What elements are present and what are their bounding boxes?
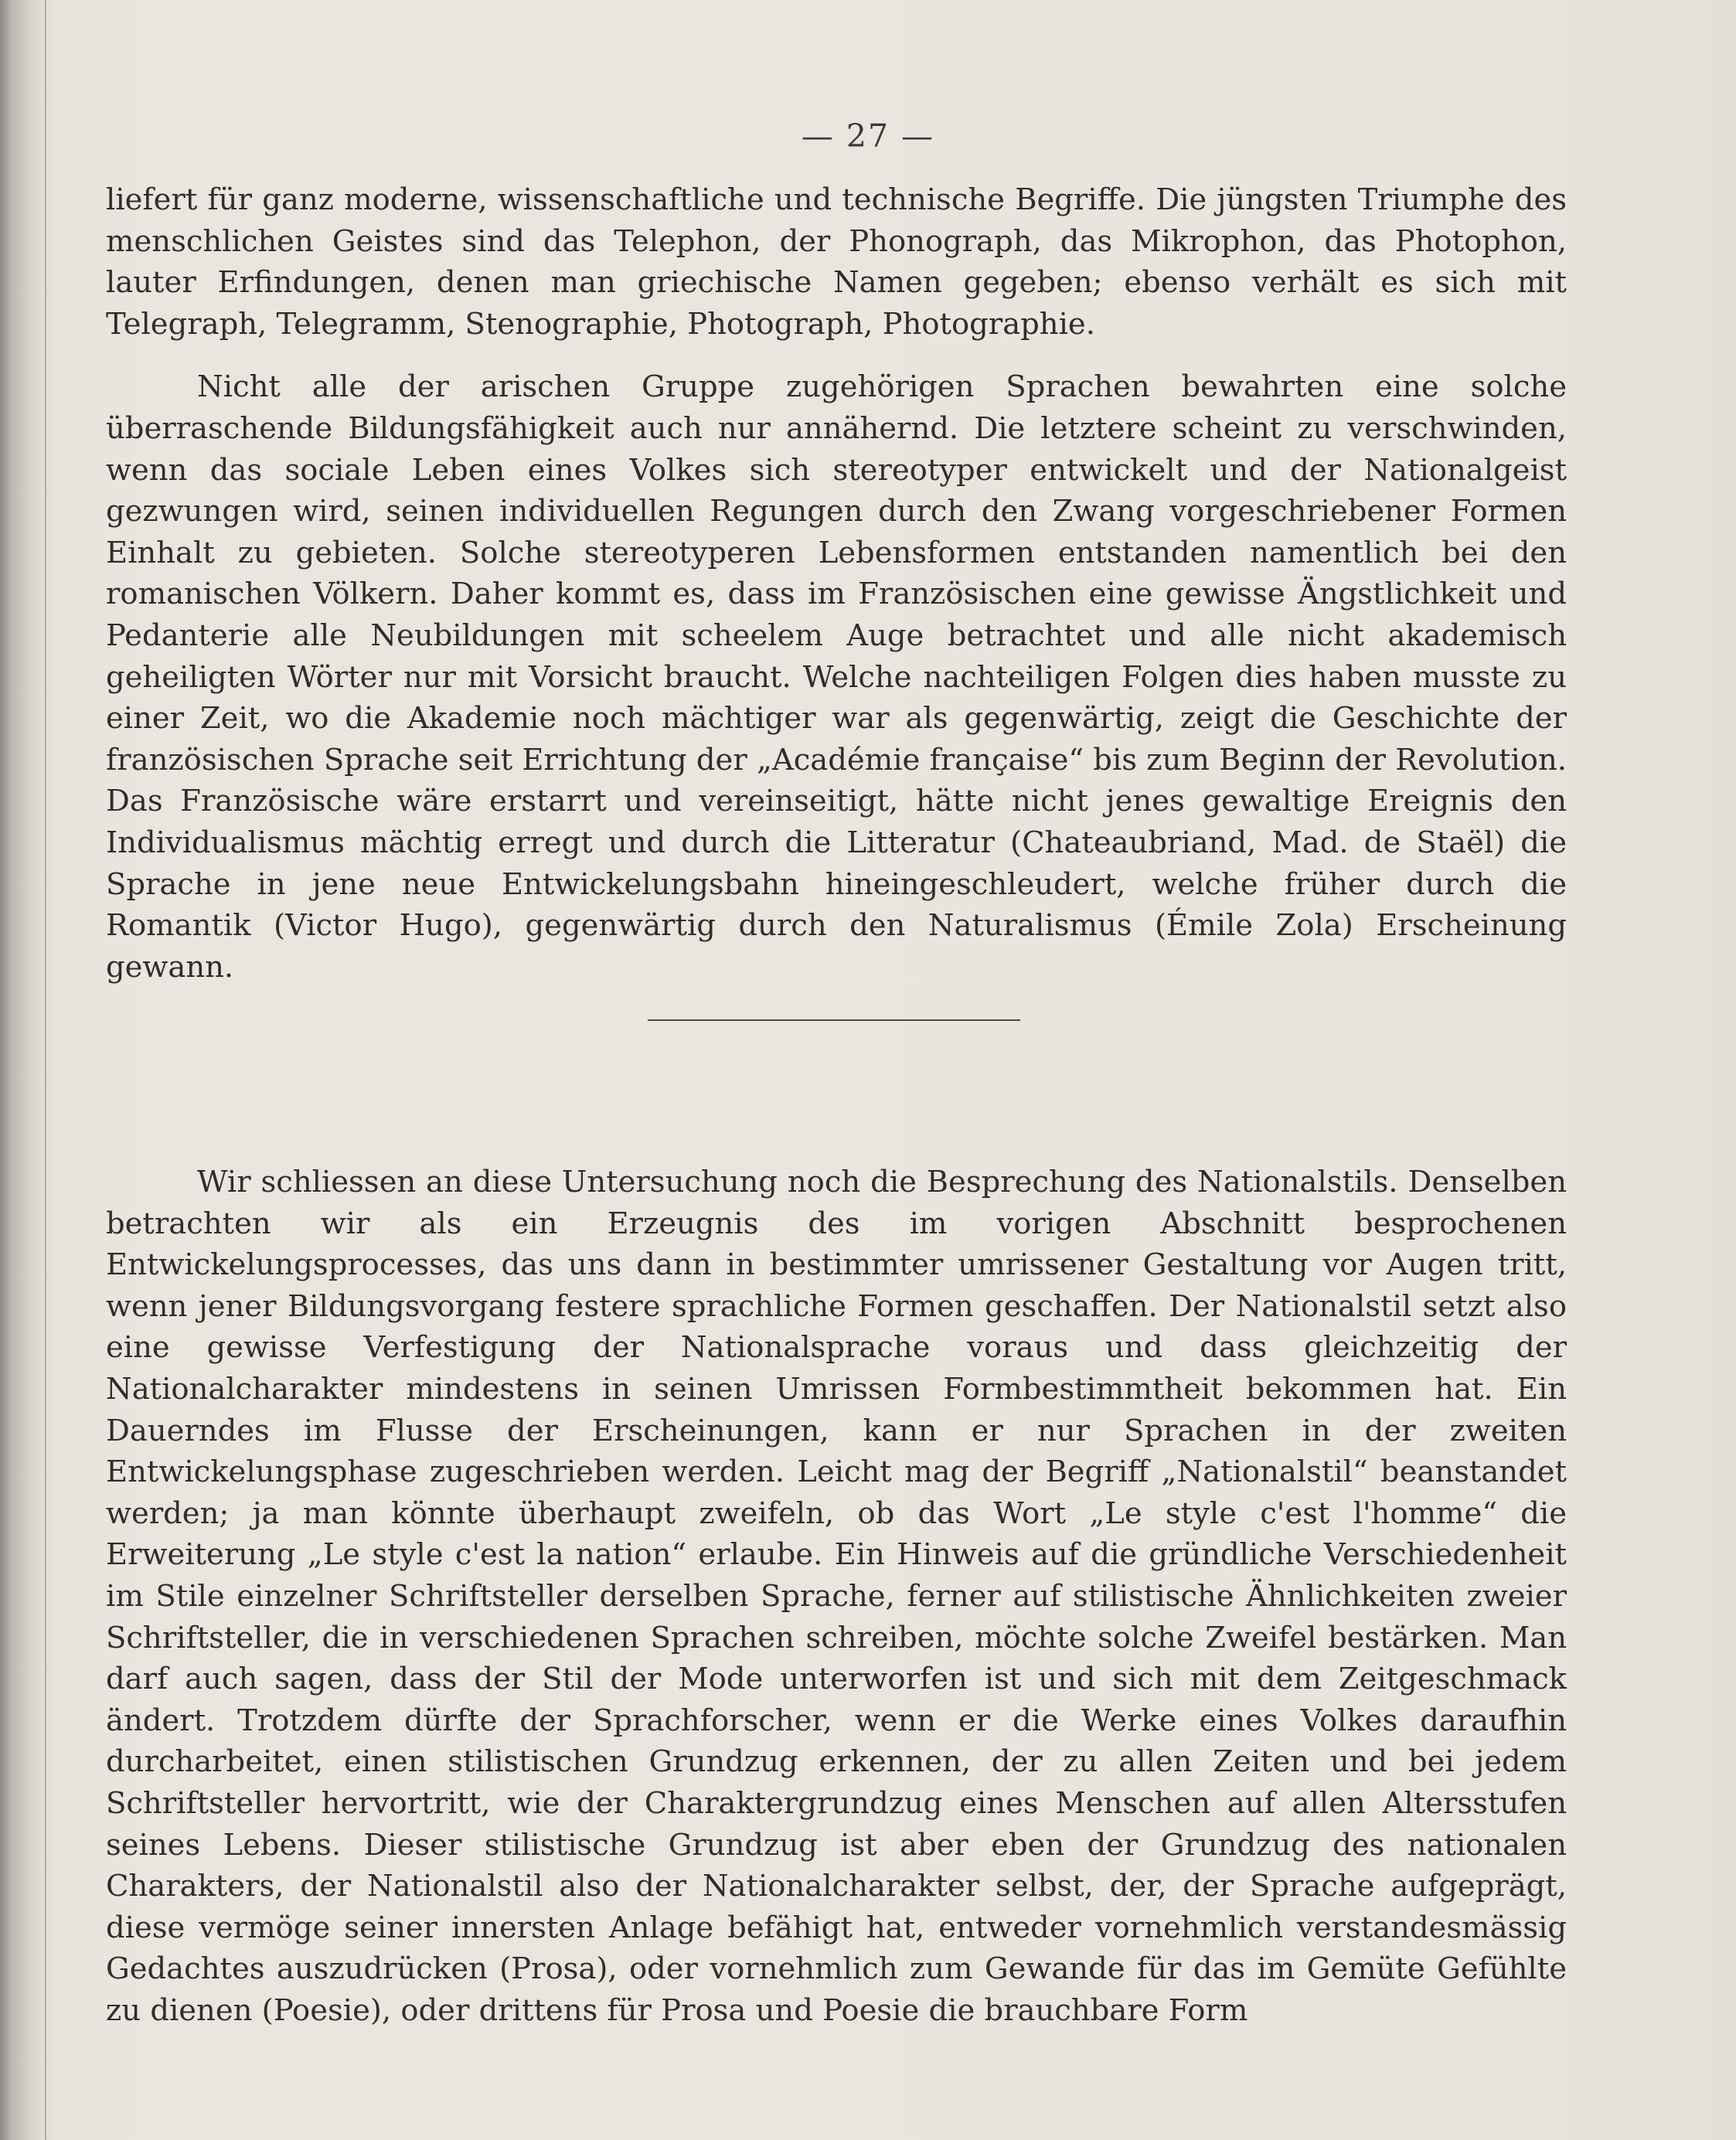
text-section-2 (106, 1162, 1567, 2031)
page-number: — 27 — (801, 117, 935, 155)
paragraph-gap (106, 345, 1567, 366)
text-section-1 (106, 179, 1567, 988)
paragraph-continuation: liefert für ganz moderne, wissenschaftliche und technische Begriffe. Die jüngsten Triumphe des menschlichen Geistes sind das Telephon, der Phonograph, das Mikrophon, das Photophon, lauter Erfindungen, denen man griechische Namen gegeben; ebenso verhält es sich mit Telegraph, Telegramm, Stenographie, Photograph, Photographie. (106, 182, 1567, 342)
paragraph-nationalstil: Wir schliessen an diese Untersuchung noch die Besprechung des Nationalstils. Denselben betrachten wir als ein Erzeugnis des im vorigen Abschnitt besprochenen Entwickelungsprocesses, das uns dann in bestimmter umrissener Gestaltung vor Augen tritt, wenn jener Bildungsvorgang festere sprachliche Formen geschaffen. Der Nationalstil setzt also eine gewisse Verfestigung der Nationalsprache voraus und dass gleichzeitig der Nationalcharakter mindestens in seinen Umrissen Formbestimmtheit bekommen hat. Ein Dauerndes im Flusse der Erscheinungen, kann er nur Sprachen in der zweiten Entwickelungsphase zugeschrieben werden. Leicht mag der Begriff „Nationalstil“ beanstandet werden; ja man könnte überhaupt zweifeln, ob das Wort „Le style c'est l'homme“ die Erweiterung „Le style c'est la nation“ erlaube. Ein Hinweis auf die gründliche Verschiedenheit im Stile einzelner Schriftsteller derselben Sprache, ferner auf stilistische Ähnlichkeiten zweier Schriftsteller, die in verschiedenen Sprachen schreiben, möchte solche Zweifel bestärken. Man darf auch sagen, dass der Stil der Mode unterworfen ist und sich mit dem Zeitgeschmack ändert. Trotzdem dürfte der Sprachforscher, wenn er die Werke eines Volkes daraufhin durcharbeitet, einen stilistischen Grundzug erkennen, der zu allen Zeiten und bei jedem Schriftsteller hervortritt, wie der Charaktergrundzug eines Menschen auf allen Altersstufen seines Lebens. Dieser stilistische Grundzug ist aber eben der Grundzug des nationalen Charakters, der Nationalstil also der Nationalcharakter selbst, der, der Sprache aufgeprägt, diese vermöge seiner innersten Anlage befähigt hat, entweder vornehmlich verstandesmässig Gedachtes auszudrücken (Prosa), oder vornehmlich zum Gewande für das im Gemüte Gefühlte zu dienen (Poesie), oder drittens für Prosa und Poesie die brauchbare Form (106, 1165, 1567, 2028)
paragraph-arian-languages: Nicht alle der arischen Gruppe zugehörigen Sprachen bewahrten eine solche überraschende Bildungsfähigkeit auch nur annähernd. Die letztere scheint zu verschwinden, wenn das sociale Leben eines Volkes sich stereotyper entwickelt und der Nationalgeist gezwungen wird, seinen individuellen Regungen durch den Zwang vorgeschriebener Formen Einhalt zu gebieten. Solche stereotyperen Lebensformen entstanden namentlich bei den romanischen Völkern. Daher kommt es, dass im Französischen eine gewisse Ängstlichkeit und Pedanterie alle Neubildungen mit scheelem Auge betrachtet und alle nicht akademisch geheiligten Wörter nur mit Vorsicht braucht. Welche nachteiligen Folgen dies haben musste zu einer Zeit, wo die Akademie noch mächtiger war als gegenwärtig, zeigt die Geschichte der französischen Sprache seit Errichtung der „Académie française“ bis zum Beginn der Revolution. Das Französische wäre erstarrt und vereinseitigt, hätte nicht jenes gewaltige Ereignis den Individualismus mächtig erregt und durch die Litteratur (Chateaubriand, Mad. de Staël) die Sprache in jene neue Entwickelungsbahn hineingeschleudert, welche früher durch die Romantik (Victor Hugo), gegenwärtig durch den Naturalismus (Émile Zola) Erscheinung gewann. (106, 369, 1567, 985)
section-divider-rule (648, 1019, 1020, 1021)
binding-gutter (45, 0, 46, 2140)
